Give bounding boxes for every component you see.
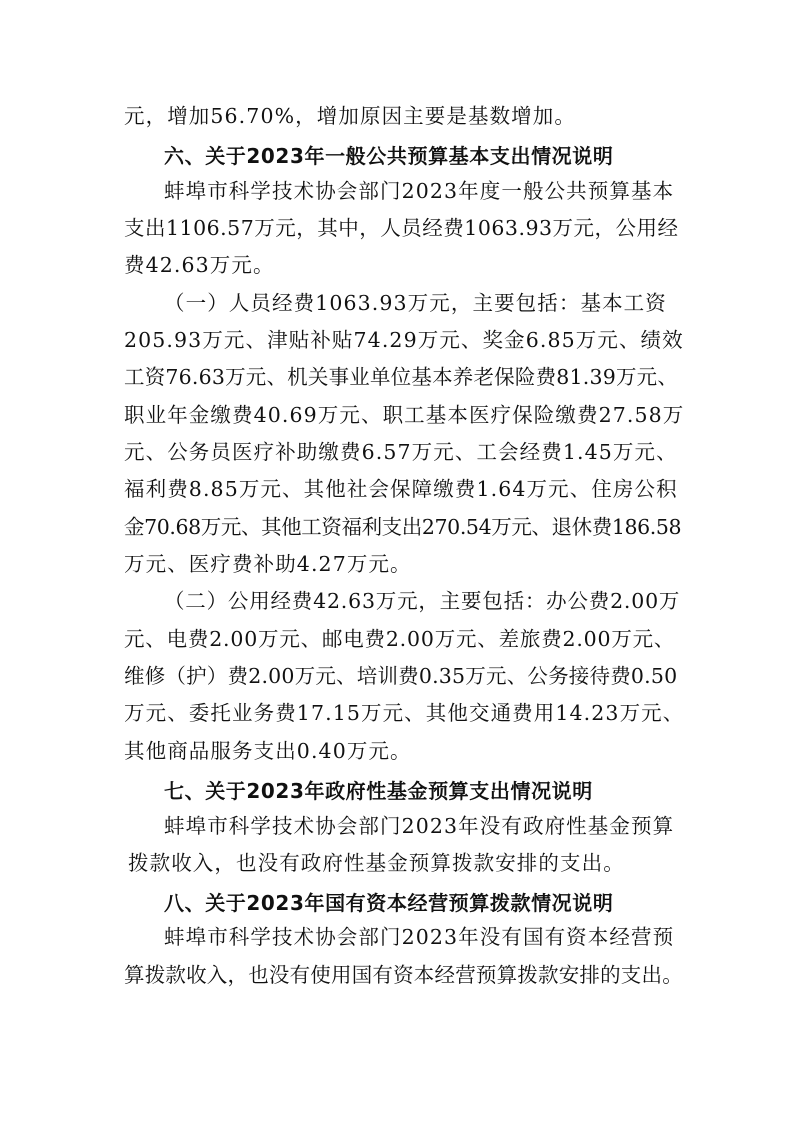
- text-line-7: 205.93万元、津贴补贴74.29万元、奖金6.85万元、绩效: [124, 328, 684, 352]
- section-heading-8: 八、关于2023年国有资本经营预算拨款情况说明: [164, 891, 614, 915]
- text-line-3: 蚌埠市科学技术协会部门2023年度一般公共预算基本: [164, 179, 675, 203]
- text-line-13: 万元、医疗费补助4.27万元。: [124, 552, 412, 576]
- text-line-10: 元、公务员医疗补助缴费6.57万元、工会经费1.45万元、: [124, 440, 678, 464]
- text-line-6: （一）人员经费1063.93万元，主要包括：基本工资: [164, 291, 667, 315]
- section-heading-6: 六、关于2023年一般公共预算基本支出情况说明: [164, 144, 614, 168]
- text-line-5: 费42.63万元。: [124, 253, 275, 277]
- text-line-12: 金70.68万元、其他工资福利支出270.54万元、退休费186.58: [124, 515, 682, 539]
- text-line-14: （二）公用经费42.63万元，主要包括：办公费2.00万: [164, 589, 681, 613]
- text-line-23: 蚌埠市科学技术协会部门2023年没有国有资本经营预: [164, 925, 675, 949]
- text-line-17: 万元、委托业务费17.15万元、其他交通费用14.23万元、: [124, 701, 685, 725]
- text-line-21: 拨款收入，也没有政府性基金预算拨款安排的支出。: [128, 851, 625, 875]
- text-line-9: 职业年金缴费40.69万元、职工基本医疗保险缴费27.58万: [124, 403, 685, 427]
- text-line-4: 支出1106.57万元，其中，人员经费1063.93万元，公用经: [124, 216, 679, 240]
- text-line-8: 工资76.63万元、机关事业单位基本养老保险费81.39万元、: [124, 365, 679, 389]
- text-line-20: 蚌埠市科学技术协会部门2023年没有政府性基金预算: [164, 814, 675, 838]
- text-line-18: 其他商品服务支出0.40万元。: [124, 739, 412, 763]
- text-line-16: 维修（护）费2.00万元、培训费0.35万元、公务接待费0.50: [124, 664, 678, 688]
- text-line-11: 福利费8.85万元、其他社会保障缴费1.64万元、住房公积: [124, 477, 678, 501]
- section-heading-7: 七、关于2023年政府性基金预算支出情况说明: [164, 779, 593, 803]
- text-line-24: 算拨款收入，也没有使用国有资本经营预算拨款安排的支出。: [124, 963, 683, 987]
- text-line-1: 元，增加56.70%，增加原因主要是基数增加。: [124, 104, 576, 128]
- text-line-15: 元、电费2.00万元、邮电费2.00万元、差旅费2.00万元、: [124, 627, 676, 651]
